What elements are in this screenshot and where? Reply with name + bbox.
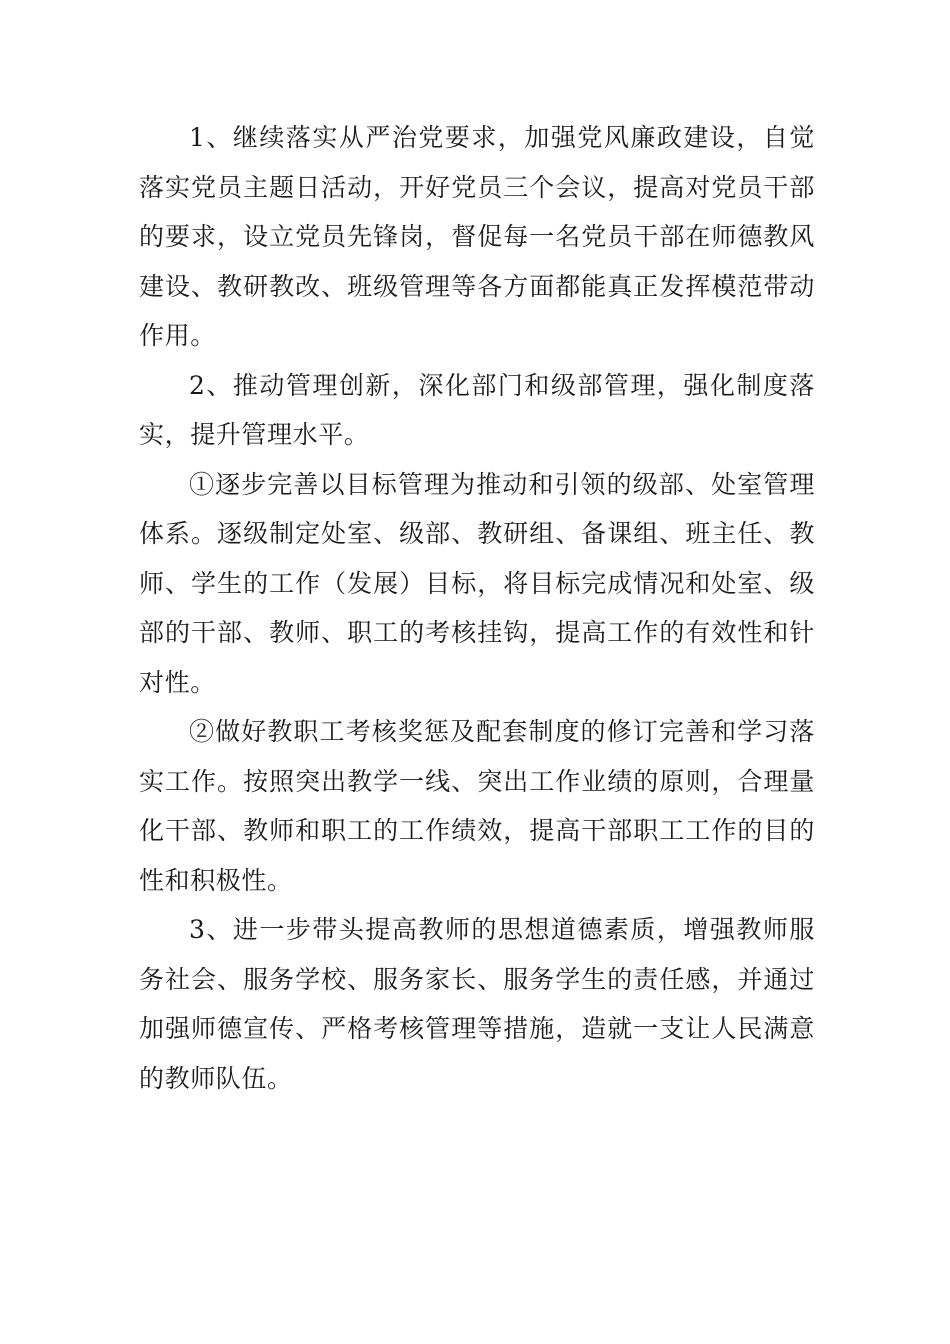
document-page xyxy=(139,113,815,1103)
paragraph-5: 3、进一步带头提高教师的思想道德素质，增强教师服务社会、服务学校、服务家长、服务学生的责任感，并通过加强师德宣传、严格考核管理等措施，造就一支让人民满意的教师队伍。 xyxy=(139,915,815,1093)
paragraph-4: ②做好教职工考核奖惩及配套制度的修订完善和学习落实工作。按照突出教学一线、突出工作业绩的原则，合理量化干部、教师和职工的工作绩效，提高干部职工工作的目的性和积极性。 xyxy=(139,717,815,895)
paragraph-2: 2、推动管理创新，深化部门和级部管理，强化制度落实，提升管理水平。 xyxy=(139,370,815,449)
paragraph-1: 1、继续落实从严治党要求，加强党风廉政建设，自觉落实党员主题日活动，开好党员三个会议，提高对党员干部的要求，设立党员先锋岗，督促每一名党员干部在师德教风建设、教研教改、班级管理等各方面都能真正发挥模范带动作用。 xyxy=(139,123,815,350)
paragraph-3: ①逐步完善以目标管理为推动和引领的级部、处室管理体系。逐级制定处室、级部、教研组、备课组、班主任、教师、学生的工作（发展）目标，将目标完成情况和处室、级部的干部、教师、职工的考核挂钩，提高工作的有效性和针对性。 xyxy=(139,469,815,697)
